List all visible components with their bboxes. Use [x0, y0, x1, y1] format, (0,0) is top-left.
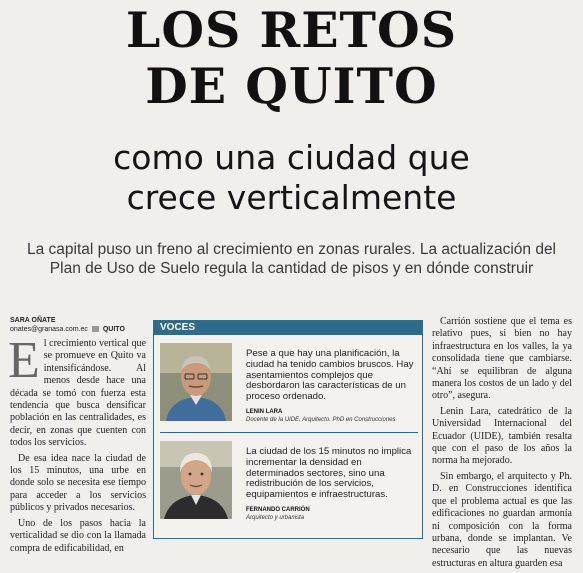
author-name: SARA OÑATE: [10, 317, 56, 324]
person-photo-icon: [160, 343, 232, 421]
subtitle-line-2: crece verticalmente: [126, 178, 457, 217]
portrait-fernando-carrion: [160, 441, 232, 519]
article-column-1: [8, 332, 146, 558]
subtitle-line-1: como una ciudad que: [113, 138, 470, 177]
headline-line-1: LOS RETOS: [125, 1, 458, 59]
paragraph: Uno de los pasos hacia la verticalidad se dio con la llamada compra de edificabilidad, en: [10, 517, 146, 554]
quote-1: Pese a que hay una planificación, la ciudad ha tenido cambios bruscos. Hay asentamientos complejos que desbordaron las características de un proceso ordenado.: [246, 348, 414, 403]
quote-2-name: FERNANDO CARRIÓN: [246, 507, 310, 513]
person-photo-icon: [160, 441, 232, 519]
quote-2: La ciudad de los 15 minutos no implica incrementar la densidad en determinados sectores, sino una redistribución de los servicios, equipamientos e infraestructuras.: [246, 446, 412, 501]
location: QUITO: [102, 326, 125, 333]
voces-header: [154, 321, 422, 335]
portrait-lenin-lara: [160, 343, 232, 421]
paragraph: Lenin Lara, catedrático de la Universidad Internacional del Ecuador (UIDE), también resalta que con el paso de los años la norma ha mejorado.: [432, 405, 572, 467]
author-email: onates@granasa.com.ec: [10, 326, 88, 333]
article-lead: La capital puso un freno al crecimiento en zonas rurales. La actualización del Plan de Uso de Suelo regula la cantidad de pisos y en dónde construir: [26, 241, 557, 277]
paragraph: l crecimiento vertical que se promueve en Quito va intensificándose. Al menos desde hace una década se tomó con fuerza esta tendencia que busca densificar población en las centralidades, es decir, en zonas que cuenten con todos los servicios.: [10, 338, 146, 449]
paragraph: De esa idea nace la ciudad de los 15 minutos, una urbe en donde solo se necesita ese tiempo para acceder a los servicios públicos y privados necesarios.: [10, 452, 146, 514]
voces-divider: [160, 432, 418, 433]
paragraph: Sin embargo, el arquitecto y Ph. D. en Construcciones identifica que el problema actual es que las edificaciones no guardan armonía ni composición con la forma urbana, donde se implantan. Ve necesario que las nuevas estructuras en altura guarden esa: [432, 470, 572, 569]
location-marker-icon: [92, 326, 99, 332]
voces-box: [153, 320, 423, 539]
quote-2-role: Arquitecto y urbanista: [246, 515, 305, 521]
article-column-3: [432, 316, 572, 573]
dropcap: E: [8, 332, 40, 389]
paragraph: Carrión sostiene que el tema es relativo pues, si bien no hay infraestructura en los valles, la ya consolidada tiene que cambiarse. “Ahí se equilibran de alguna manera los costos de un lado y del otro”, asegura.: [432, 316, 572, 402]
quote-1-role: Docente de la UIDE. Arquitecto. PhD en Construcciones: [246, 417, 396, 423]
quote-1-name: LENIN LARA: [246, 409, 283, 415]
headline-line-2: DE QUITO: [145, 57, 438, 115]
voces-label: VOCES: [160, 322, 196, 333]
